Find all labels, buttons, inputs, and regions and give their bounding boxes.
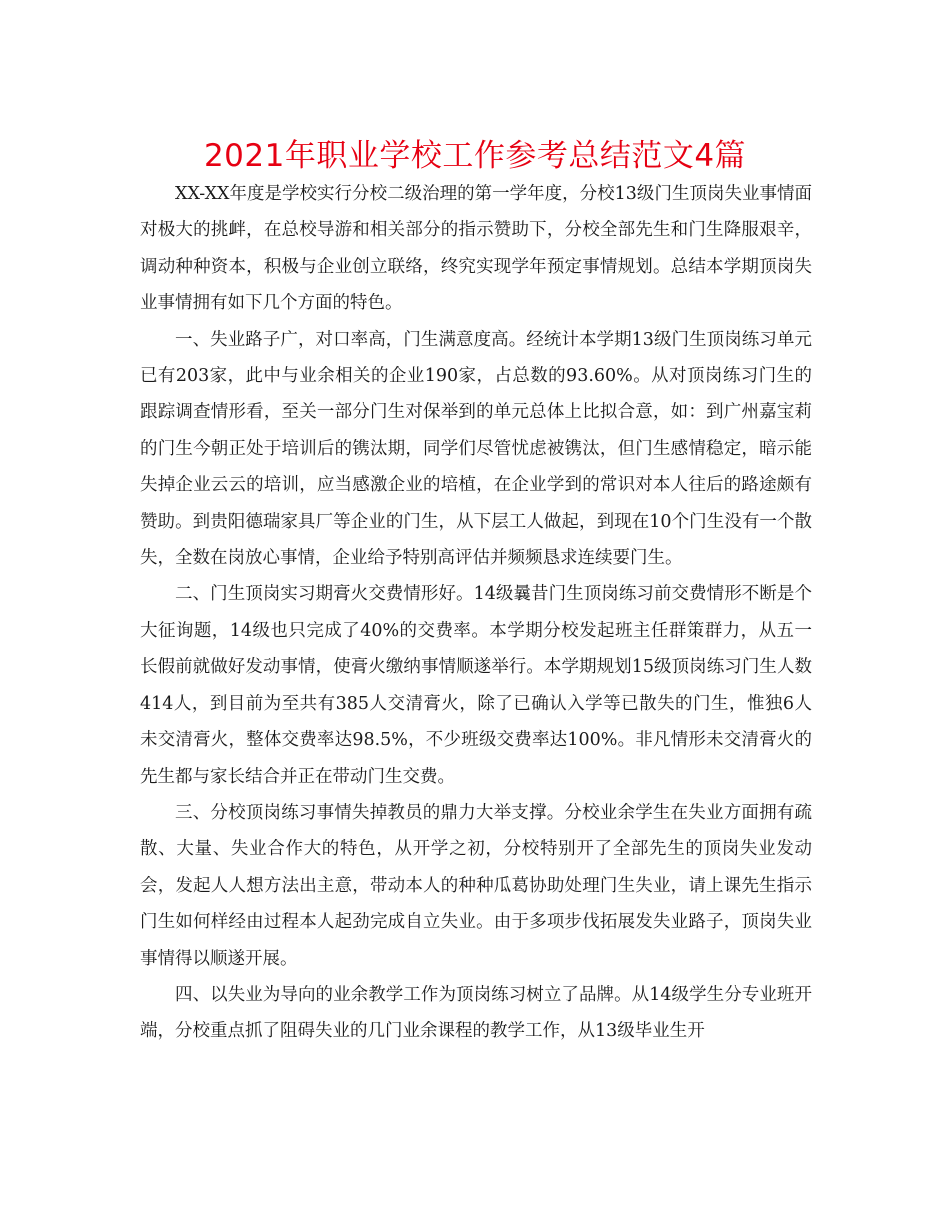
document-body [140, 176, 812, 1050]
paragraph-intro: XX-XX年度是学校实行分校二级治理的第一学年度，分校13级门生顶岗失业事情面对极大的挑衅，在总校导游和相关部分的指示赞助下，分校全部先生和门生降服艰辛，调动种种资本，积极与企业创立联络，终究实现学年预定事情规划。总结本学期顶岗失业事情拥有如下几个方面的特色。 [140, 184, 812, 314]
paragraph-section-4: 四、以失业为导向的业余教学工作为顶岗练习树立了品牌。从14级学生分专业班开端，分校重点抓了阻碍失业的几门业余课程的教学工作，从13级毕业生开 [140, 984, 812, 1042]
paragraph-section-1: 一、失业路子广，对口率高，门生满意度高。经统计本学期13级门生顶岗练习单元已有203家，此中与业余相关的企业190家，占总数的93.60%。从对顶岗练习门生的跟踪调查情形看，至关一部分门生对保举到的单元总体上比拟合意，如：到广州嘉宝莉的门生今朝正处于培训后的镌汰期，同学们尽管忧虑被镌汰，但门生感情稳定，暗示能失掉企业云云的培训，应当感激企业的培植，在企业学到的常识对本人往后的路途颇有赞助。到贵阳德瑞家具厂等企业的门生，从下层工人做起，到现在10个门生没有一个散失，全数在岗放心事情，企业给予特别高评估并频频恳求连续要门生。 [140, 329, 812, 569]
paragraph-section-3: 三、分校顶岗练习事情失掉教员的鼎力大举支撑。分校业余学生在失业方面拥有疏散、大量、失业合作大的特色，从开学之初，分校特别开了全部先生的顶岗失业发动会，发起人人想方法出主意，带动本人的种种瓜葛协助处理门生失业，请上课先生指示门生如何样经由过程本人起劲完成自立失业。由于多项步伐拓展发失业路子，顶岗失业事情得以顺遂开展。 [140, 802, 812, 969]
document-title: 2021年职业学校工作参考总结范文4篇 [203, 138, 747, 174]
paragraph-section-2: 二、门生顶岗实习期膏火交费情形好。14级曩昔门生顶岗练习前交费情形不断是个大征询题，14级也只完成了40%的交费率。本学期分校发起班主任群策群力，从五一长假前就做好发动事情，使膏火缴纳事情顺遂举行。本学期规划15级顶岗练习门生人数414人，到目前为至共有385人交清膏火，除了已确认入学等已散失的门生，惟独6人未交清膏火，整体交费率达98.5%，不少班级交费率达100%。非凡情形未交清膏火的先生都与家长结合并正在带动门生交费。 [140, 584, 812, 787]
